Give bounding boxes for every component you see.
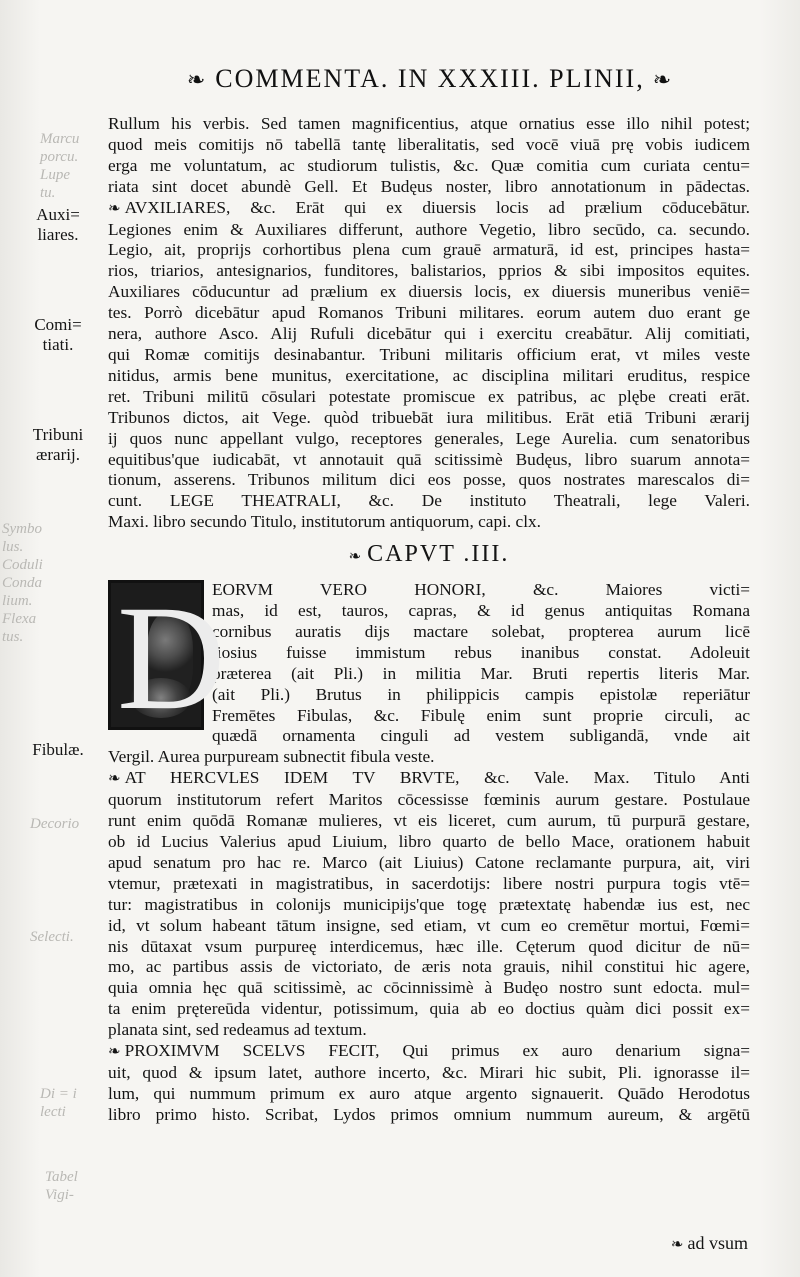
fleuron-icon: ❧ — [670, 1237, 684, 1253]
section-hercules: Vergil. Aurea purpuream subnectit fibula veste. ❧ AT HERCVLES IDEM TV BRVTE, &c. Vale. Max. Titulo Anti quorum institutorum refert Maritos cōcessisse fœminis aurum gestare. Postulaue runt enim quōdā Romanæ mulieres, vt eis liceret, cum aurum, tū purpurā gestare, ob id Lucius Valerius apud Liuium, libro quarto de bello Mace, orationem habuit apud senatum pro hac re. Marco (ait Liuius) Catone reclamante purpura, ait, viri vtemur, prætexati in magistratibus, in sacerdotijs: libere nostri purpura togis vtē= tur: magistratibus in colonijs municipijs'que togę prætextatę habendæ ius est, nec id, vt solum habeant tātum insigne, sed etiam, vt cum eo cremētur mortui, Fœmi= nis dūtaxat vsum purpureę interdicemus, hæc ille. Cęterum quod dicitur de nū= mo, ac partibus assis de victoriato, de æris nota grauis, nihil constitui hic agere, quia omnia hęc quā scitissimè, ac cōcinnissimè à Budęo nostro sunt edocta. mul= ta enim prętereūda videntur, potissimum, quia ab eo doctius quàm dici possit ex= planata sint, sed redeamus ad textum. ❧ PROXIMVM SCELVS FECIT, Qui primus ex auro denarium signa= uit, quod & ipsum latet, authore incerto, &c. Mirari hic subit, Pli. ignorasse il= lum, qui nummum primum ex auro atque argento signauerit. Quādo Herodotus libro primo histo. Scribat, Lydos primos omnium nummum aureum, & argētū — [108, 747, 750, 1124]
section-auxiliares: ❧ AVXILIARES, &c. Erāt qui ex diuersis locis ad prælium cōducebātur. Legiones enim & Auxiliares differunt, authore Vegetio, libro secūdo, ca. secundo. Legio, ait, proprijs corhortibus plena cum grauē armaturā, id est, principes hasta= rios, triarios, antesignarios, funditores, balistarios, pprios & sibi impositos equites. Auxiliares cōducuntur ad prælium ex diuersis locis, ex diuersis muneribus veniē= tes. Porrò dicebātur apud Romanos Tribuni militares. eorum autem duo erant ge nera, authore Asco. Alij Rufuli dicebātur qui i exercitu creabātur. Alij comitiati, qui Romæ comitijs desinabantur. Tribuni militaris officium erat, vt miles veste nitidus, armis bene munitus, exercitatione, ac disciplina militari eruditus, respice ret. Tribuni militū cōsulari potestate promiscue ex patribus, ac plębe creati erāt. Tribunos dictos, ait Vege. quòd tribuebāt iura militibus. Erāt etiā Tribuni ærarij ij quos nunc appellant vulgo, receptores generales, Lege Aurelia. cum senatoribus equitibus'que iudicabāt, vt annotauit quā scitissimè Budęus, libro suarum annota= tionum, asserens. Tribunos militum dici eos posse, quos nostrates marescalos di= cunt. LEGE THEATRALI, &c. De instituto Theatrali, lege Valeri. Maxi. libro secundo Titulo, institutorum antiquorum, capi. clx. — [108, 197, 750, 532]
bleed-through-text: Selecti. — [30, 929, 74, 945]
fleuron-icon: ❧ — [186, 67, 208, 92]
header-title: COMMENTA. IN XXXIII. PLINII, — [215, 64, 645, 93]
section-deorum: D EORVM VERO HONORI, &c. Maiores victi= mas, id est, tauros, capras, & id genus antiquitas Romana cornibus auratis dijs mactare solebat, propterea aurum licē tiosius fuisse immistum rebus inanibus constat. Adoleuit præterea (ait Pli.) in militia Mar. Bruti repertis literis Mar. (ait Pli.) Brutus in philippicis campis epistolæ reperiātur Fremētes Fibulas, &c. Fibulę enim sunt proprie circuli, ac quædā ornamenta cinguli ad vestem subligandā, vnde ait — [108, 580, 750, 747]
fleuron-icon: ❧ — [108, 200, 121, 217]
margin-note-fibulae: Fibulæ. — [32, 740, 84, 759]
drop-cap-letter: D — [117, 575, 226, 742]
bleed-through-text: Tabel Vigi- — [45, 1169, 78, 1203]
bleed-through-text: Decorio — [30, 816, 80, 832]
main-text — [108, 114, 750, 1126]
chapter-heading: ❧ CAPVT .III. — [348, 541, 510, 568]
decorated-initial — [108, 575, 226, 742]
bleed-through-text: Symbo lus. Coduli Conda lium. Flexa tus. — [2, 521, 43, 645]
fleuron-icon: ❧ — [108, 1044, 121, 1061]
margin-note-auxiliares: Auxi= liares. — [36, 205, 80, 244]
running-header — [110, 64, 750, 94]
bleed-through-text: Marcu porcu. Lupe tu. — [40, 131, 80, 201]
margin-note-tribuni: Tribuni ærarij. — [32, 425, 84, 464]
margin-note-comitiati: Comi= tiati. — [34, 315, 82, 354]
fleuron-icon: ❧ — [108, 771, 121, 788]
fleuron-icon: ❧ — [348, 549, 364, 566]
fleuron-icon: ❧ — [652, 67, 674, 92]
catchword: ❧ ad vsum — [670, 1233, 748, 1253]
section-rullum: Rullum his verbis. Sed tamen magnificentius, atque ornatius esse illo nihil potest; quod meis comitijs nō tabellā tantę liberalitatis, sed vocē viuā prę vobis iudicem erga me voluntatum, ac studiorum tulistis, &c. Quæ comitia cum curiata centu= riata sint docet abundè Gell. Et Budęus noster, libro annotationum in pādectas. — [108, 114, 750, 196]
bleed-through-text: Di = i lecti — [40, 1086, 77, 1120]
